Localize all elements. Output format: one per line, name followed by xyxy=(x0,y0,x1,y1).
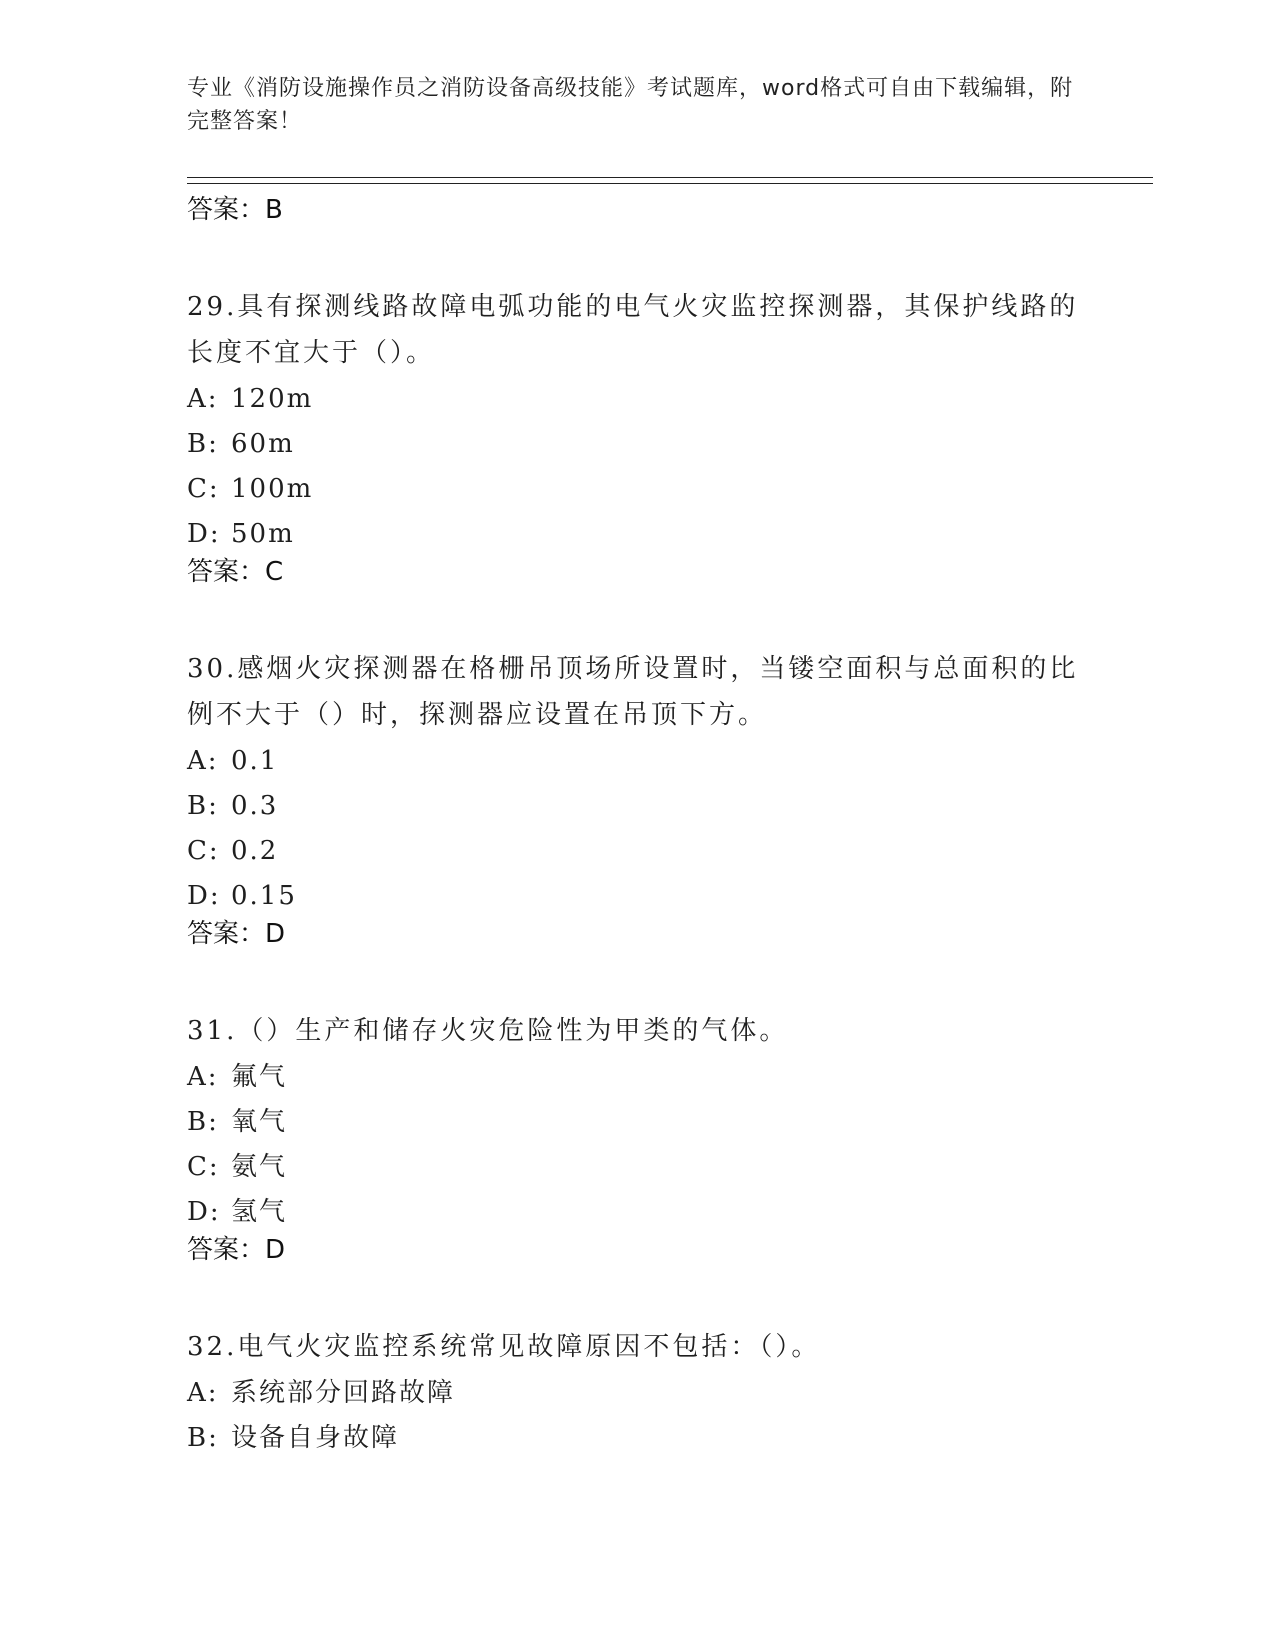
question-block xyxy=(187,1324,1087,1460)
option-value: 系统部分回路故障 xyxy=(231,1378,456,1408)
option-letter: A: xyxy=(187,384,219,414)
option-letter: B: xyxy=(187,791,219,821)
answer-line: 答案：D xyxy=(187,919,286,949)
option-value: 氨气 xyxy=(231,1152,288,1182)
question-list xyxy=(187,192,1087,1460)
option-value: 100m xyxy=(231,474,314,504)
option-c xyxy=(187,828,1087,873)
option-a xyxy=(187,1054,1087,1099)
question-block xyxy=(187,646,1087,950)
option-b xyxy=(187,421,1087,466)
question-text: 30.感烟火灾探测器在格栅吊顶场所设置时，当镂空面积与总面积的比例不大于（）时，探测器应设置在吊顶下方。 xyxy=(187,654,1079,730)
option-value: 120m xyxy=(231,384,314,414)
option-d xyxy=(187,511,1087,556)
option-value: 0.3 xyxy=(231,791,279,821)
option-a xyxy=(187,1370,1087,1415)
option-letter: A: xyxy=(187,1062,219,1092)
question-block xyxy=(187,284,1087,588)
option-b xyxy=(187,1415,1087,1460)
page-header: 专业《消防设施操作员之消防设备高级技能》考试题库，word格式可自由下载编辑，附完整答案！ xyxy=(187,76,1074,134)
option-value: 50m xyxy=(231,519,295,549)
header-divider-bottom xyxy=(187,183,1153,184)
option-a xyxy=(187,738,1087,783)
option-value: 氧气 xyxy=(231,1107,288,1137)
answer-line: 答案：B xyxy=(187,195,283,225)
option-value: 设备自身故障 xyxy=(231,1423,400,1453)
option-letter: D: xyxy=(187,881,221,911)
option-d xyxy=(187,873,1087,918)
option-letter: B: xyxy=(187,1423,219,1453)
option-letter: D: xyxy=(187,1197,221,1227)
option-value: 60m xyxy=(231,429,295,459)
option-letter: B: xyxy=(187,1107,219,1137)
header-divider-top xyxy=(187,177,1153,178)
option-a xyxy=(187,376,1087,421)
option-letter: A: xyxy=(187,746,219,776)
option-letter: C: xyxy=(187,836,220,866)
option-value: 0.15 xyxy=(231,881,297,911)
option-c xyxy=(187,1144,1087,1189)
question-block xyxy=(187,1008,1087,1266)
option-value: 氟气 xyxy=(231,1062,288,1092)
answer-line: 答案：D xyxy=(187,1235,286,1265)
option-value: 0.2 xyxy=(231,836,279,866)
option-value: 氢气 xyxy=(231,1197,288,1227)
option-letter: C: xyxy=(187,1152,220,1182)
option-letter: D: xyxy=(187,519,221,549)
option-b xyxy=(187,1099,1087,1144)
option-c xyxy=(187,466,1087,511)
question-text: 32.电气火灾监控系统常见故障原因不包括：（）。 xyxy=(187,1332,821,1362)
question-text: 29.具有探测线路故障电弧功能的电气火灾监控探测器，其保护线路的长度不宜大于（）。 xyxy=(187,292,1079,368)
option-value: 0.1 xyxy=(231,746,279,776)
option-b xyxy=(187,783,1087,828)
option-d xyxy=(187,1189,1087,1234)
question-text: 31.（）生产和储存火灾危险性为甲类的气体。 xyxy=(187,1016,789,1046)
option-letter: B: xyxy=(187,429,219,459)
answer-line: 答案：C xyxy=(187,557,284,587)
option-letter: C: xyxy=(187,474,220,504)
option-letter: A: xyxy=(187,1378,219,1408)
